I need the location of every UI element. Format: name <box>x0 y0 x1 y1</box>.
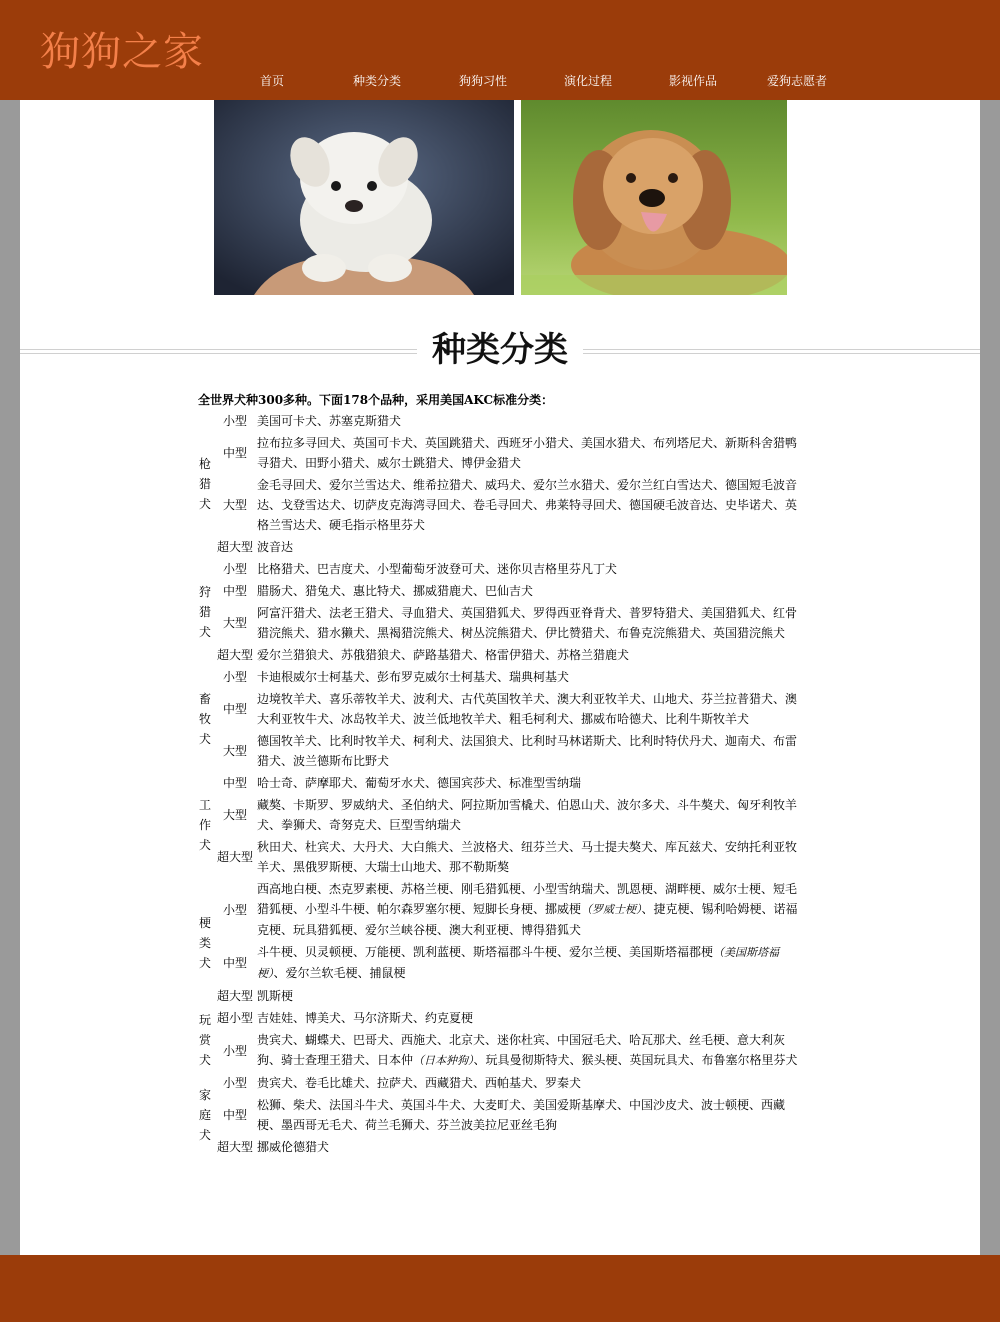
breed-list: 贵宾犬、卷毛比雄犬、拉萨犬、西藏猎犬、西帕基犬、罗秦犬 <box>257 1076 582 1090</box>
breed-list: 挪威伦德猎犬 <box>257 1140 330 1154</box>
size-label: 中型 <box>222 776 247 790</box>
nav-home[interactable]: 首页 <box>260 74 285 88</box>
table-row <box>195 410 805 432</box>
group-label <box>195 1007 215 1072</box>
nav-evolution[interactable]: 演化过程 <box>564 74 613 88</box>
table-row <box>195 1136 805 1158</box>
size-label: 超大型 <box>216 850 253 864</box>
group-name-toy: 玩赏犬 <box>198 1012 211 1067</box>
size-label: 小型 <box>222 414 247 428</box>
group-name-working: 工作犬 <box>198 798 211 852</box>
breed-list-part: 斗牛梗、贝灵顿梗、万能梗、凯利蓝梗、斯塔福郡斗牛梗、爱尔兰梗、美国斯塔福郡梗 <box>257 945 714 959</box>
breed-note: （美国斯塔福梗） <box>257 946 780 980</box>
breed-list: 德国牧羊犬、比利时牧羊犬、柯利犬、法国狼犬、比利时马林诺斯犬、比利时特伏丹犬、迦南犬、布雷猎犬、波兰德斯布比野犬 <box>257 734 798 768</box>
section-title: 种类分类 <box>432 330 568 370</box>
table-row <box>195 536 805 558</box>
size-label: 小型 <box>222 670 247 684</box>
title-divider-left <box>20 349 417 354</box>
table-row <box>195 1094 805 1136</box>
breed-list: 秋田犬、杜宾犬、大丹犬、大白熊犬、兰波格犬、纽芬兰犬、马士提夫獒犬、库瓦兹犬、安纳托利亚牧羊犬、黑俄罗斯梗、大瑞士山地犬、那不勒斯獒 <box>257 840 798 874</box>
group-label <box>195 878 215 1007</box>
breed-list: 松狮、柴犬、法国斗牛犬、英国斗牛犬、大麦町犬、美国爱斯基摩犬、中国沙皮犬、波士顿梗、西藏梗、墨西哥无毛犬、荷兰毛狮犬、芬兰波美拉尼亚丝毛狗 <box>257 1098 786 1132</box>
group-name-gundog: 枪猎犬 <box>198 457 211 511</box>
breed-list <box>255 1029 805 1072</box>
table-row <box>195 878 805 941</box>
breed-list <box>255 941 805 985</box>
table-row <box>195 1029 805 1072</box>
size-label: 超大型 <box>216 1140 253 1154</box>
table-row <box>195 644 805 666</box>
table-row <box>195 580 805 602</box>
title-divider-right <box>583 349 980 354</box>
size-label: 大型 <box>222 616 247 630</box>
breed-list: 藏獒、卡斯罗、罗威纳犬、圣伯纳犬、阿拉斯加雪橇犬、伯恩山犬、波尔多犬、斗牛獒犬、匈牙利牧羊犬、拳狮犬、奇努克犬、巨型雪纳瑞犬 <box>257 798 798 832</box>
group-name-family: 家庭犬 <box>198 1088 211 1142</box>
size-label: 大型 <box>222 744 247 758</box>
group-label <box>195 666 215 772</box>
site-footer <box>0 1255 1000 1322</box>
table-row <box>195 794 805 836</box>
nav-breeds[interactable]: 种类分类 <box>353 74 402 88</box>
group-label <box>195 410 215 558</box>
group-label <box>195 1072 215 1158</box>
group-label <box>195 558 215 666</box>
table-row <box>195 941 805 985</box>
table-row <box>195 1007 805 1029</box>
breed-list: 边境牧羊犬、喜乐蒂牧羊犬、波利犬、古代英国牧羊犬、澳大利亚牧羊犬、山地犬、芬兰拉普猎犬、澳大利亚牧牛犬、冰岛牧羊犬、波兰低地牧羊犬、粗毛柯利犬、挪威布哈德犬、比利牛斯牧羊犬 <box>257 692 798 726</box>
content-area <box>20 100 980 1255</box>
breed-list-part: 、玩具曼彻斯特犬、猴头梗、英国玩具犬、布鲁塞尔格里芬犬 <box>473 1053 798 1067</box>
breed-list-part: 西高地白梗、杰克罗素梗、苏格兰梗、刚毛猎狐梗、小型雪纳瑞犬、凯恩梗、湖畔梗、威尔士梗、短毛猎狐梗、小型斗牛梗、帕尔森罗塞尔梗、短脚长身梗、挪威梗 <box>257 882 798 916</box>
breed-list: 吉娃娃、博美犬、马尔济斯犬、约克夏梗 <box>257 1011 474 1025</box>
size-label: 中型 <box>222 446 247 460</box>
breed-list: 凯斯梗 <box>257 989 294 1003</box>
breed-list-part: 、捷克梗、锡利哈姆梗、诺福克梗、玩具猎狐梗、爱尔兰峡谷梗、澳大利亚梗、博得猎狐犬 <box>257 902 798 937</box>
breed-list: 金毛寻回犬、爱尔兰雪达犬、维希拉猎犬、威玛犬、爱尔兰水猎犬、爱尔兰红白雪达犬、德国短毛波音达、戈登雪达犬、切萨皮克海湾寻回犬、卷毛寻回犬、弗莱特寻回犬、德国硬毛波音达、史毕诺犬、英格兰雪达犬、硬毛指示格里芬犬 <box>257 478 798 532</box>
size-label: 小型 <box>222 562 247 576</box>
breed-list: 比格猎犬、巴吉度犬、小型葡萄牙波登可犬、迷你贝吉格里芬凡丁犬 <box>257 562 618 576</box>
size-label: 中型 <box>222 956 247 970</box>
breed-list-part: 、爱尔兰软毛梗、捕鼠梗 <box>273 966 406 980</box>
group-name-terrier: 梗类犬 <box>198 915 211 970</box>
size-label: 超大型 <box>216 540 253 554</box>
breed-list: 腊肠犬、猎兔犬、惠比特犬、挪威猎鹿犬、巴仙吉犬 <box>257 584 534 598</box>
group-name-hound: 狩猎犬 <box>198 585 211 639</box>
table-row <box>195 558 805 580</box>
breed-list: 波音达 <box>257 540 294 554</box>
size-label: 小型 <box>222 1043 247 1058</box>
table-row <box>195 730 805 772</box>
table-row <box>195 474 805 536</box>
main-nav <box>0 72 1000 92</box>
size-label: 大型 <box>222 808 247 822</box>
breed-list: 美国可卡犬、苏塞克斯猎犬 <box>257 414 402 428</box>
table-row <box>195 772 805 794</box>
breed-list: 阿富汗猎犬、法老王猎犬、寻血猎犬、英国猎狐犬、罗得西亚脊背犬、普罗特猎犬、美国猎狐犬、红骨猎浣熊犬、猎水獭犬、黑褐猎浣熊犬、树丛浣熊猎犬、伊比赞猎犬、布鲁克浣熊猎犬、英国猎浣熊犬 <box>257 606 798 640</box>
group-name-herding: 畜牧犬 <box>198 692 211 746</box>
table-row <box>195 836 805 878</box>
size-label: 中型 <box>222 584 247 598</box>
breed-list: 哈士奇、萨摩耶犬、葡萄牙水犬、德国宾莎犬、标准型雪纳瑞 <box>257 776 582 790</box>
size-label: 中型 <box>222 1108 247 1122</box>
site-header <box>0 0 1000 100</box>
size-label: 大型 <box>222 498 247 512</box>
size-label: 超小型 <box>216 1011 253 1025</box>
size-label: 超大型 <box>216 989 253 1003</box>
table-row <box>195 1072 805 1094</box>
intro-text: 全世界犬种300多种。下面178个品种，采用美国AKC标准分类： <box>198 393 554 407</box>
puppy-photo <box>214 100 514 295</box>
table-row <box>195 688 805 730</box>
table-row <box>195 985 805 1007</box>
breed-list-part: 贵宾犬、蝴蝶犬、巴哥犬、西施犬、北京犬、迷你杜宾、中国冠毛犬、哈瓦那犬、丝毛梗、意大利灰狗、骑士查理王猎犬、日本仲 <box>257 1033 786 1067</box>
size-label: 小型 <box>222 1076 247 1090</box>
breed-list: 爱尔兰猎狼犬、苏俄猎狼犬、萨路基猎犬、格雷伊猎犬、苏格兰猎鹿犬 <box>257 648 630 662</box>
breed-note: （日本狆狗） <box>413 1054 474 1067</box>
nav-films[interactable]: 影视作品 <box>669 74 718 88</box>
table-row <box>195 602 805 644</box>
golden-retriever-photo <box>521 100 787 295</box>
section-title-bar <box>20 318 980 368</box>
size-label: 小型 <box>222 902 247 917</box>
breed-list: 卡迪根威尔士柯基犬、彭布罗克威尔士柯基犬、瑞典柯基犬 <box>257 670 570 684</box>
size-label: 中型 <box>222 702 247 716</box>
size-label: 超大型 <box>216 648 253 662</box>
group-label <box>195 772 215 878</box>
breed-note: （罗威士梗） <box>581 903 642 916</box>
nav-volunteers[interactable]: 爱狗志愿者 <box>767 74 828 88</box>
nav-habits[interactable]: 狗狗习性 <box>459 74 508 88</box>
table-row <box>195 666 805 688</box>
breed-list <box>255 878 805 941</box>
breed-list: 拉布拉多寻回犬、英国可卡犬、英国跳猎犬、西班牙小猎犬、美国水猎犬、布列塔尼犬、新斯科舍猎鸭寻猎犬、田野小猎犬、威尔士跳猎犬、博伊金猎犬 <box>257 436 798 470</box>
table-row <box>195 432 805 474</box>
site-logo[interactable]: 狗狗之家 <box>40 29 204 75</box>
breed-classification-table <box>195 410 805 1158</box>
